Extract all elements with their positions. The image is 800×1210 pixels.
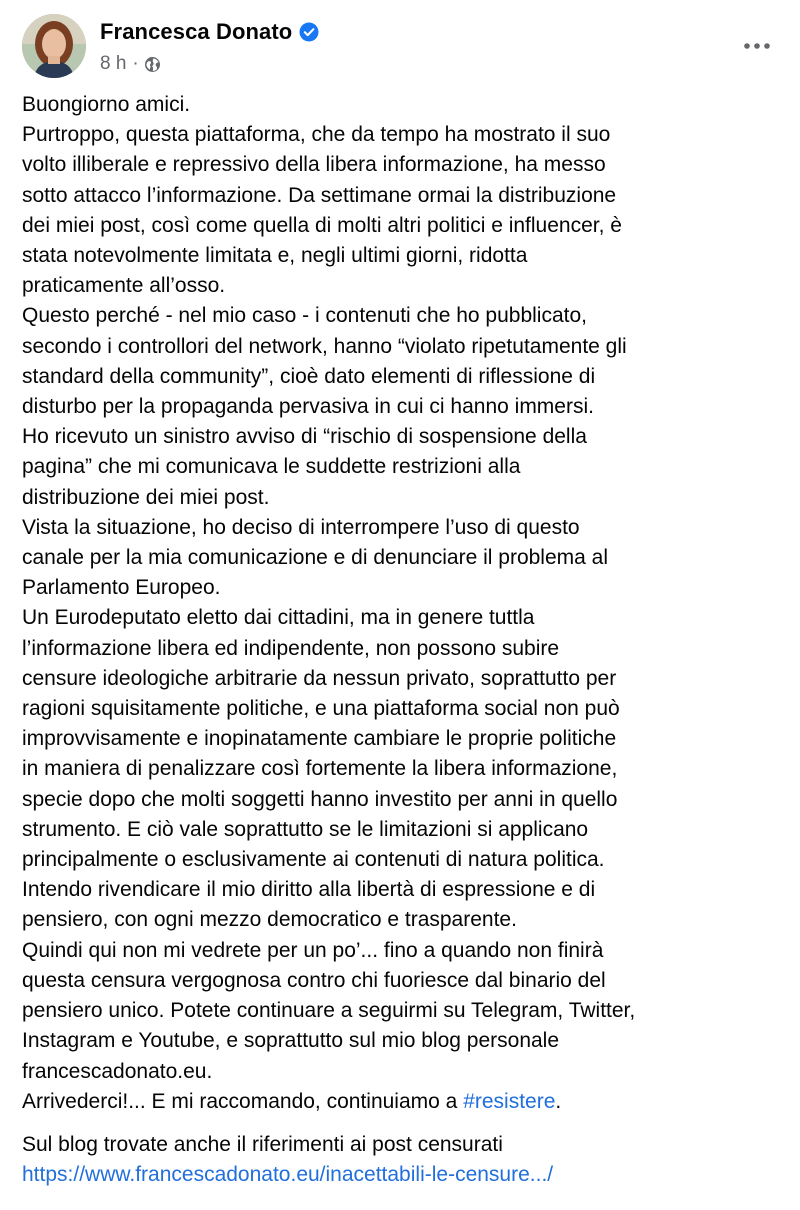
blog-note: Sul blog trovate anche il riferimenti ai post censurati [22,1133,503,1156]
post-body-line: improvvisamente e inopinatamente cambiare le proprie politiche [22,727,617,751]
post-body-line: canale per la mia comunicazione e di denunciare il problema al [22,546,609,570]
post-body-line: Purtroppo, questa piattaforma, che da tempo ha mostrato il suo [22,123,611,147]
post-body-line: Un Eurodeputato eletto dai cittadini, ma in genere tuttla [22,606,535,630]
post-body-line: in maniera di penalizzare così fortemente la libera informazione, [22,757,618,781]
author-row [100,18,319,46]
author-name[interactable]: Francesca Donato [100,19,293,44]
more-options-button[interactable] [740,34,774,58]
post-body-line: sotto attacco l’informazione. Da settimane ormai la distribuzione [22,183,617,207]
post-body-line: francescadonato.eu. [22,1059,213,1083]
post-body-line: dei miei post, così come quella di molti altri politici e influencer, è [22,213,622,237]
profile-photo-avatar [22,14,86,78]
post-body-line: pagina” che mi comunicava le suddette restrizioni alla [22,455,521,479]
meta-separator: · [132,53,139,74]
post-body-line: stata notevolmente limitata e, negli ultimi giorni, ridotta [22,244,528,268]
post-body-line: strumento. E ciò vale soprattutto se le limitazioni si applicano [22,817,589,841]
post-body-line: Parlamento Europeo. [22,576,221,600]
post-timestamp[interactable]: 8 h [100,53,127,74]
post-meta [100,52,319,76]
post-body-line: ragioni squisitamente politiche, e una piattaforma social non può [22,697,620,721]
post-body-line: Instagram e Youtube, e soprattutto sul mio blog personale [22,1029,560,1053]
verified-badge-icon [299,22,319,42]
closing-text: Arrivederci!... E mi raccomando, continuiamo a [22,1089,464,1113]
post-body-line: Questo perché - nel mio caso - i contenuti che ho pubblicato, [22,304,587,328]
more-options-icon [743,42,771,50]
post-body-line: standard della community”, cioè dato elementi di riflessione di [22,364,596,388]
blog-link-section [22,1130,792,1190]
post-body-line: praticamente all’osso. [22,274,226,298]
post-body-line: Intendo rivendicare il mio diritto alla libertà di espressione e di [22,878,596,902]
hashtag-link[interactable]: #resistere [463,1089,556,1113]
post-body-line: secondo i controllori del network, hanno “violato ripetutamente gli [22,334,627,358]
post-body [22,90,792,1117]
globe-icon[interactable] [144,56,161,73]
author-block [100,18,319,76]
post-body-line: disturbo per la propaganda pervasiva in cui ci hanno immersi. [22,395,594,419]
post-header [22,14,782,82]
post-body-line: Buongiorno amici. [22,93,191,116]
post-body-line: l’informazione libera ed indipendente, non possono subire [22,636,560,660]
post-closing-line [22,1087,792,1117]
blog-link[interactable]: https://www.francescadonato.eu/inacettabili-le-censure.../ [22,1163,554,1187]
post-body-line: Vista la situazione, ho deciso di interrompere l’uso di questo [22,515,580,539]
post-body-line: questa censura vergognosa contro chi fuoriesce dal binario del [22,968,606,992]
post-body-line: pensiero, con ogni mezzo democratico e trasparente. [22,908,517,932]
post-body-line: specie dopo che molti soggetti hanno investito per anni in quello [22,787,618,811]
post-body-line: principalmente o esclusivamente ai contenuti di natura politica. [22,848,605,872]
post-body-line: pensiero unico. Potete continuare a seguirmi su Telegram, Twitter, [22,999,636,1023]
closing-end: . [555,1089,562,1113]
post-body-line: Ho ricevuto un sinistro avviso di “rischio di sospensione della [22,425,587,449]
post-body-line: volto illiberale e repressivo della libera informazione, ha messo [22,153,606,177]
avatar[interactable] [22,14,86,78]
post-body-line: Quindi qui non mi vedrete per un po’... fino a quando non finirà [22,938,604,962]
post-body-line: distribuzione dei miei post. [22,485,270,509]
post-body-line: censure ideologiche arbitrarie da nessun privato, soprattutto per [22,666,617,690]
